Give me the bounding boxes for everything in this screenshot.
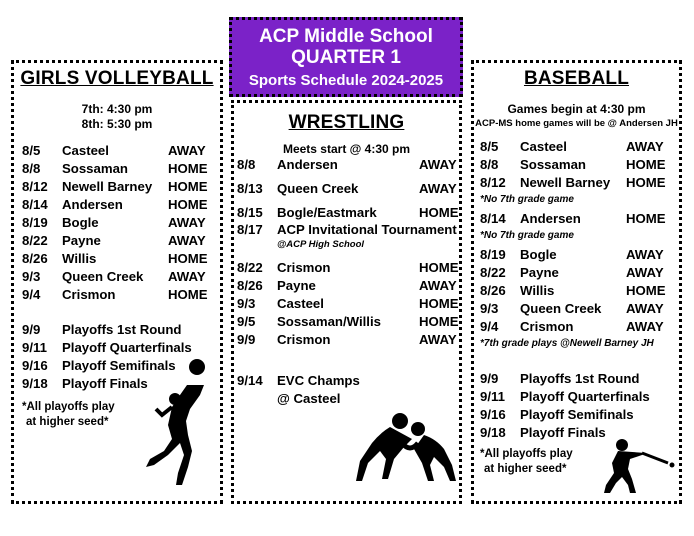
meet-date: 9/3 [237,296,256,311]
game-site: HOME [168,161,208,176]
playoff-event: Playoff Semifinals [62,358,176,373]
game-date: 8/12 [480,175,506,190]
volleyball-time-8th: 8th: 5:30 pm [81,117,153,131]
game-date: 9/3 [480,301,499,316]
meet-site: HOME [419,314,459,329]
volleyball-title: GIRLS VOLLEYBALL [20,68,214,89]
playoff-date: 9/18 [480,425,506,440]
game-site: AWAY [626,319,664,334]
playoff-event: Playoff Quarterfinals [520,389,650,404]
game-opponent: Newell Barney [520,175,611,190]
game-opponent: Andersen [520,211,581,226]
game-date: 9/4 [22,287,41,302]
playoff-event: Playoff Finals [62,376,148,391]
baseball-start-time: Games begin at 4:30 pm [507,102,646,116]
playoff-event: Playoff Semifinals [520,407,634,422]
meet-opponent: Sossaman/Willis [277,314,381,329]
game-date: 8/5 [22,143,41,158]
baseball-home-note: ACP-MS home games will be @ Andersen JH [475,118,678,129]
playoff-event: Playoff Finals [520,425,606,440]
schedule-subtitle: Sports Schedule 2024-2025 [248,72,444,89]
game-opponent: Payne [62,233,101,248]
meet-site: HOME [419,205,459,220]
game-date: 8/8 [480,157,499,172]
meet-date: 8/15 [237,205,263,220]
wrestling-panel [231,100,462,504]
meet-opponent: Bogle/Eastmark [277,205,377,220]
game-opponent: Bogle [62,215,99,230]
baseball-footnote-1: *All playoffs play [480,448,573,460]
game-opponent: Casteel [62,143,109,158]
champs-date: 9/14 [237,373,263,388]
game-date: 8/5 [480,139,499,154]
game-opponent: Sossaman [62,161,128,176]
game-opponent: Willis [62,251,97,266]
meet-opponent: Crismon [277,260,331,275]
playoff-date: 9/16 [22,358,48,373]
game-site: AWAY [168,143,206,158]
game-date: 8/26 [480,283,506,298]
game-opponent: Willis [520,283,555,298]
game-site: HOME [168,197,208,212]
baseball-note-no7th: *No 7th grade game [480,230,574,241]
game-date: 9/4 [480,319,499,334]
game-opponent: Queen Creek [520,301,602,316]
game-site: HOME [168,251,208,266]
game-site: HOME [626,283,666,298]
meet-site: HOME [419,296,459,311]
volleyball-panel [11,60,223,504]
champs-event: EVC Champs [277,373,360,388]
game-date: 9/3 [22,269,41,284]
meet-opponent: Payne [277,278,316,293]
meet-date: 8/8 [237,157,256,172]
note-text: 7th grade plays @Newell Barney JH [483,338,654,349]
game-site: HOME [626,157,666,172]
meet-opponent: Andersen [277,157,338,172]
baseball-batter-icon [602,437,678,497]
game-site: AWAY [626,139,664,154]
game-site: AWAY [168,215,206,230]
game-date: 8/14 [480,211,506,226]
meet-site: HOME [419,260,459,275]
baseball-note-7th-plays: *7th grade plays @Newell Barney JH [480,338,654,349]
game-opponent: Andersen [62,197,123,212]
game-opponent: Payne [520,265,559,280]
playoff-date: 9/9 [480,371,499,386]
schedule-header [229,17,463,97]
quarter-title: QUARTER 1 [291,47,401,68]
meet-date: 8/26 [237,278,263,293]
game-opponent: Casteel [520,139,567,154]
game-opponent: Queen Creek [62,269,144,284]
meet-date: 9/5 [237,314,256,329]
school-name: ACP Middle School [259,26,433,47]
baseball-footnote-2: at higher seed* [484,463,567,475]
playoff-event: Playoff Quarterfinals [62,340,192,355]
meet-site: AWAY [419,332,457,347]
baseball-note-no7th: *No 7th grade game [480,194,574,205]
game-site: HOME [168,179,208,194]
meet-date: 8/17 [237,222,263,237]
game-date: 8/12 [22,179,48,194]
game-date: 8/8 [22,161,41,176]
wrestlers-icon [352,409,462,489]
game-date: 8/19 [480,247,506,262]
volleyball-footnote-2: at higher seed* [26,416,109,428]
meet-site: AWAY [419,181,457,196]
meet-opponent: Queen Creek [277,181,359,196]
baseball-panel [471,60,682,504]
volleyball-footnote-1: *All playoffs play [22,401,115,413]
meet-date: 8/13 [237,181,263,196]
game-site: AWAY [168,233,206,248]
wrestling-title: WRESTLING [288,112,405,133]
game-opponent: Newell Barney [62,179,153,194]
meet-site: AWAY [419,278,457,293]
game-site: AWAY [626,265,664,280]
meet-opponent: Casteel [277,296,324,311]
wrestling-start-time: Meets start @ 4:30 pm [282,142,411,156]
game-opponent: Sossaman [520,157,586,172]
game-site: AWAY [626,247,664,262]
volleyball-player-icon [142,355,212,491]
game-opponent: Crismon [520,319,574,334]
note-text: No 7th grade game [483,230,574,241]
baseball-title: BASEBALL [523,68,630,89]
meet-opponent: ACP Invitational Tournament [277,222,457,237]
meet-date: 9/9 [237,332,256,347]
game-opponent: Crismon [62,287,116,302]
game-site: AWAY [626,301,664,316]
game-date: 8/19 [22,215,48,230]
meet-opponent: Crismon [277,332,331,347]
game-date: 8/14 [22,197,48,212]
game-opponent: Bogle [520,247,557,262]
note-text: No 7th grade game [483,194,574,205]
game-site: HOME [168,287,208,302]
game-site: AWAY [168,269,206,284]
meet-date: 8/22 [237,260,263,275]
wrestling-champs-location: @ Casteel [277,391,341,406]
playoff-event: Playoffs 1st Round [520,371,640,386]
game-date: 8/26 [22,251,48,266]
game-date: 8/22 [480,265,506,280]
playoff-date: 9/18 [22,376,48,391]
playoff-date: 9/11 [22,340,47,355]
playoff-date: 9/9 [22,322,41,337]
playoff-date: 9/11 [480,389,505,404]
volleyball-time-7th: 7th: 4:30 pm [81,102,153,116]
meet-site: AWAY [419,157,457,172]
game-date: 8/22 [22,233,48,248]
tournament-location: @ACP High School [277,239,365,250]
game-site: HOME [626,211,666,226]
game-site: HOME [626,175,666,190]
playoff-event: Playoffs 1st Round [62,322,182,337]
playoff-date: 9/16 [480,407,506,422]
